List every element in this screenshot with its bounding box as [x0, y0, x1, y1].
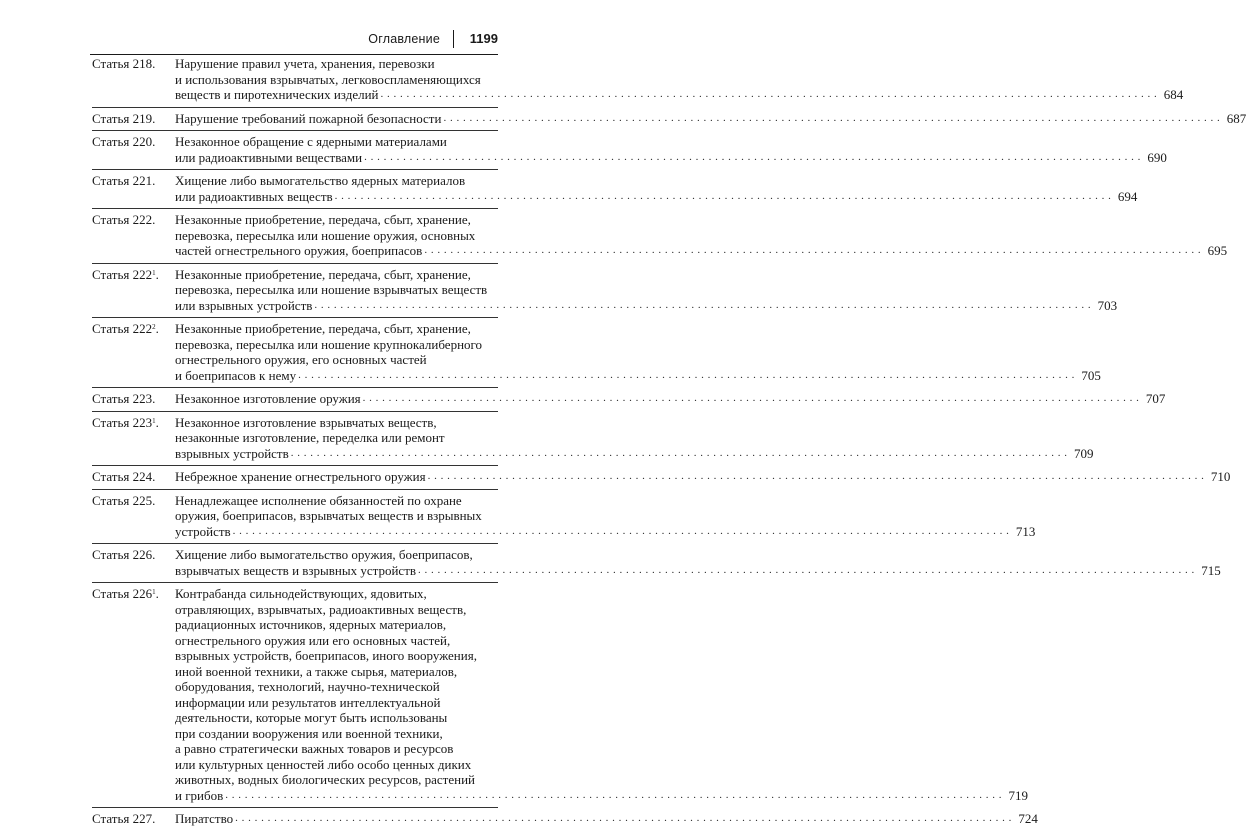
page-ref: 709 — [1074, 445, 1094, 461]
title-last-line — [175, 87, 1184, 103]
title-last-line — [175, 811, 1038, 827]
page-ref: 690 — [1147, 149, 1167, 165]
page-ref: 695 — [1207, 243, 1228, 258]
title-line: Контрабанда сильнодействующих, ядовитых, — [175, 586, 427, 601]
title-line: иной военной техники, а также сырья, материалов, — [175, 663, 458, 679]
dot-leader: . . . . . . . . . . . . . . . . . . . . . . . . . . . . . . . . . . . . . . . . . . . . . . . . . . . . . . . . . . . . . . . . . . . . . . . . . . . . . . . . . . . . . . . . . . . . . . . . . . . . . . . . . . . . . . . . . . . . . . . . — [380, 88, 1158, 100]
toc-entry — [92, 130, 1167, 169]
title-line: взрывных устройств, боеприпасов, иного вооружения, — [175, 648, 477, 663]
title-line: Незаконное обращение с ядерными материалами — [175, 134, 447, 149]
title-line: перевозка, пересылка или ношение взрывчатых веществ — [175, 282, 488, 297]
title-line: перевозка, пересылка или ношение крупнокалиберного — [175, 336, 483, 352]
toc-entry — [92, 107, 1246, 131]
dot-leader: . . . . . . . . . . . . . . . . . . . . . . . . . . . . . . . . . . . . . . . . . . . . . . . . . . . . . . . . . . . . . . . . . . . . . . . . . . . . . . . . . . . . . . . . . . . . . . . . . . . . . . . . . . . . . . . . . . . . . . . . — [364, 150, 1141, 163]
toc-entry — [92, 317, 1101, 387]
entry-title — [175, 212, 1228, 259]
title-line: Нарушение требований пожарной безопасности — [175, 110, 442, 126]
entry-title — [175, 266, 1118, 314]
article-number: Статья 222 — [92, 321, 153, 336]
title-line: взрывных устройств — [175, 445, 289, 461]
title-line: Ненадлежащее исполнение обязанностей по охране — [175, 492, 462, 508]
article-number: Статья 221. — [92, 173, 156, 188]
dot-leader: . . . . . . . . . . . . . . . . . . . . . . . . . . . . . . . . . . . . . . . . . . . . . . . . . . . . . . . . . . . . . . . . . . . . . . . . . . . . . . . . . . . . . . . . . . . . . . . . . . . . . . . . . . . . . . . . . . . . . . . . — [232, 524, 1010, 537]
title-line: Незаконное изготовление взрывчатых веществ, — [175, 414, 437, 430]
toc-entry — [92, 807, 1038, 831]
title-last-line — [175, 469, 1231, 485]
page-ref: 710 — [1210, 469, 1231, 484]
title-line: Хищение либо вымогательство ядерных материалов — [175, 173, 466, 188]
page-ref: 687 — [1226, 110, 1246, 126]
table-of-contents — [92, 53, 1246, 831]
title-line: Незаконные приобретение, передача, сбыт, хранение, — [175, 212, 471, 227]
dot-leader: . . . . . . . . . . . . . . . . . . . . . . . . . . . . . . . . . . . . . . . . . . . . . . . . . . . . . . . . . . . . . . . . . . . . . . . . . . . . . . . . . . . . . . . . . . . . . . . . . . . . . . . . . . . . . . . . . . . . . . . . — [443, 111, 1221, 124]
title-line: взрывчатых веществ и взрывных устройств — [175, 562, 417, 578]
dot-leader: . . . . . . . . . . . . . . . . . . . . . . . . . . . . . . . . . . . . . . . . . . . . . . . . . . . . . . . . . . . . . . . . . . . . . . . . . . . . . . . . . . . . . . . . . . . . . . . . . . . . . . . . . . . . . . . . . . . . . . . . — [314, 298, 1092, 311]
article-suffix: . — [155, 586, 159, 601]
title-line: при создании вооружения или военной техники, — [175, 725, 443, 741]
page-ref: 707 — [1145, 391, 1166, 406]
title-last-line — [175, 562, 1221, 579]
title-line: огнестрельного оружия, его основных частей — [175, 352, 427, 367]
article-label — [92, 586, 159, 602]
title-line: и грибов — [175, 787, 224, 803]
page-ref: 715 — [1201, 562, 1221, 578]
article-label — [92, 811, 155, 827]
title-line: оборудования, технологий, научно-технической — [175, 679, 440, 694]
entry-title — [175, 414, 1094, 462]
title-line: а равно стратегически важных товаров и ресурсов — [175, 741, 454, 756]
toc-entry — [92, 543, 1221, 582]
title-line: и использования взрывчатых, легковоспламеняющихся — [175, 71, 481, 87]
article-label — [92, 56, 155, 72]
header-separator — [453, 30, 454, 48]
running-header — [90, 30, 498, 52]
page-ref: 694 — [1117, 188, 1138, 204]
article-label — [92, 469, 155, 485]
entry-title — [175, 56, 1184, 103]
toc-entry — [92, 53, 1184, 107]
dot-leader: . . . . . . . . . . . . . . . . . . . . . . . . . . . . . . . . . . . . . . . . . . . . . . . . . . . . . . . . . . . . . . . . . . . . . . . . . . . . . . . . . . . . . . . . . . . . . . . . . . . . . . . . . . . . . . . . . . . . . . . . — [298, 368, 1075, 381]
title-line: деятельности, которые могут быть использованы — [175, 710, 448, 725]
article-label — [92, 493, 155, 509]
title-line: перевозка, пересылка или ношение оружия, основных — [175, 227, 476, 243]
title-line: незаконные изготовление, переделка или ремонт — [175, 430, 445, 445]
article-number: Статья 219. — [92, 110, 156, 126]
title-last-line — [175, 297, 1118, 314]
title-line: Пиратство — [175, 811, 234, 826]
title-line: радиационных источников, ядерных материалов, — [175, 617, 447, 632]
entry-title — [175, 173, 1138, 204]
title-line: Нарушение правил учета, хранения, перевозки — [175, 56, 435, 71]
article-superscript: 2 — [152, 323, 156, 331]
article-label — [92, 321, 159, 337]
article-number: Статья 223. — [92, 391, 156, 406]
title-line: или взрывных устройств — [175, 297, 313, 313]
title-last-line — [175, 243, 1228, 259]
article-suffix: . — [155, 321, 159, 336]
title-line: Хищение либо вымогательство оружия, боеприпасов, — [175, 547, 473, 562]
article-superscript: 1 — [152, 268, 156, 277]
entry-title — [175, 586, 1028, 803]
article-number: Статья 222 — [92, 266, 153, 282]
toc-entry — [92, 263, 1118, 318]
title-line: огнестрельного оружия или его основных частей, — [175, 632, 451, 648]
article-label — [92, 547, 155, 563]
title-last-line — [175, 188, 1138, 205]
title-line: оружия, боеприпасов, взрывчатых веществ и взрывных — [175, 508, 482, 523]
title-last-line — [175, 367, 1101, 384]
article-label — [92, 391, 155, 407]
dot-leader: . . . . . . . . . . . . . . . . . . . . . . . . . . . . . . . . . . . . . . . . . . . . . . . . . . . . . . . . . . . . . . . . . . . . . . . . . . . . . . . . . . . . . . . . . . . . . . . . . . . . . . . . . . . . . . . . . . . . . . . . — [290, 446, 1068, 459]
title-line: и боеприпасов к нему — [175, 367, 297, 383]
article-superscript: 1 — [152, 416, 156, 425]
title-line: устройств — [175, 523, 231, 539]
title-line: или радиоактивными веществами — [175, 149, 363, 165]
entry-title — [175, 391, 1166, 407]
toc-entry — [92, 489, 1036, 544]
title-line: отравляющих, взрывчатых, радиоактивных веществ, — [175, 601, 467, 617]
title-line: информации или результатов интеллектуальной — [175, 694, 441, 710]
article-number: Статья 223 — [92, 414, 153, 430]
article-label — [92, 415, 159, 431]
page-ref: 724 — [1018, 811, 1038, 826]
title-line: Незаконные приобретение, передача, сбыт, хранение, — [175, 321, 471, 336]
page-ref: 719 — [1008, 787, 1028, 803]
title-last-line — [175, 110, 1246, 127]
article-number: Статья 226. — [92, 547, 156, 562]
toc-entry — [92, 387, 1166, 411]
title-line: или радиоактивных веществ — [175, 188, 333, 204]
dot-leader: . . . . . . . . . . . . . . . . . . . . . . . . . . . . . . . . . . . . . . . . . . . . . . . . . . . . . . . . . . . . . . . . . . . . . . . . . . . . . . . . . . . . . . . . . . . . . . . . . . . . . . . . . . . . . . . . . . . . . . . . — [418, 563, 1195, 576]
title-last-line — [175, 523, 1036, 540]
toc-entry — [92, 465, 1231, 489]
title-last-line — [175, 149, 1167, 166]
entry-title — [175, 110, 1246, 127]
entry-title — [175, 547, 1221, 578]
article-suffix: . — [155, 414, 159, 430]
article-number: Статья 224. — [92, 469, 156, 484]
article-superscript: 1 — [152, 588, 156, 596]
title-last-line — [175, 787, 1028, 804]
title-line: Небрежное хранение огнестрельного оружия — [175, 469, 426, 484]
page-ref: 703 — [1097, 297, 1118, 313]
article-label — [92, 173, 155, 189]
article-label — [92, 134, 155, 150]
page-ref: 713 — [1015, 523, 1036, 539]
article-label — [92, 111, 155, 127]
dot-leader: . . . . . . . . . . . . . . . . . . . . . . . . . . . . . . . . . . . . . . . . . . . . . . . . . . . . . . . . . . . . . . . . . . . . . . . . . . . . . . . . . . . . . . . . . . . . . . . . . . . . . . . . . . . . . . . . . . . . . . . . — [424, 244, 1202, 256]
dot-leader: . . . . . . . . . . . . . . . . . . . . . . . . . . . . . . . . . . . . . . . . . . . . . . . . . . . . . . . . . . . . . . . . . . . . . . . . . . . . . . . . . . . . . . . . . . . . . . . . . . . . . . . . . . . . . . . . . . . . . . . . — [362, 392, 1140, 404]
page-ref: 705 — [1081, 367, 1101, 383]
title-line: Незаконное изготовление оружия — [175, 391, 361, 406]
article-number: Статья 226 — [92, 586, 153, 601]
page-ref: 684 — [1163, 87, 1184, 102]
article-number: Статья 220. — [92, 134, 156, 149]
toc-entry — [92, 582, 1028, 807]
title-line: животных, водных биологических ресурсов, растений — [175, 772, 475, 787]
article-number: Статья 222. — [92, 212, 156, 227]
dot-leader: . . . . . . . . . . . . . . . . . . . . . . . . . . . . . . . . . . . . . . . . . . . . . . . . . . . . . . . . . . . . . . . . . . . . . . . . . . . . . . . . . . . . . . . . . . . . . . . . . . . . . . . . . . . . . . . . . . . . . . . . — [427, 470, 1205, 482]
entry-title — [175, 321, 1101, 383]
title-line: частей огнестрельного оружия, боеприпасов — [175, 243, 423, 258]
article-label — [92, 212, 155, 228]
entry-title — [175, 134, 1167, 165]
entry-title — [175, 469, 1231, 485]
dot-leader: . . . . . . . . . . . . . . . . . . . . . . . . . . . . . . . . . . . . . . . . . . . . . . . . . . . . . . . . . . . . . . . . . . . . . . . . . . . . . . . . . . . . . . . . . . . . . . . . . . . . . . . . . . . . . . . . . . . . . . . . — [235, 812, 1012, 824]
article-label — [92, 267, 159, 283]
article-number: Статья 227. — [92, 811, 156, 826]
header-title: Оглавление — [368, 32, 440, 46]
dot-leader: . . . . . . . . . . . . . . . . . . . . . . . . . . . . . . . . . . . . . . . . . . . . . . . . . . . . . . . . . . . . . . . . . . . . . . . . . . . . . . . . . . . . . . . . . . . . . . . . . . . . . . . . . . . . . . . . . . . . . . . . — [225, 788, 1002, 801]
title-line: веществ и пиротехнических изделий — [175, 87, 379, 102]
header-page-number: 1199 — [469, 31, 498, 46]
toc-entry — [92, 208, 1228, 263]
title-last-line — [175, 445, 1094, 462]
title-line: или культурных ценностей либо особо ценных диких — [175, 756, 472, 772]
title-line: Незаконные приобретение, передача, сбыт, хранение, — [175, 266, 471, 282]
entry-title — [175, 492, 1036, 540]
toc-entry — [92, 169, 1138, 208]
toc-entry — [92, 411, 1094, 466]
title-last-line — [175, 391, 1166, 407]
article-number: Статья 218. — [92, 56, 156, 71]
dot-leader: . . . . . . . . . . . . . . . . . . . . . . . . . . . . . . . . . . . . . . . . . . . . . . . . . . . . . . . . . . . . . . . . . . . . . . . . . . . . . . . . . . . . . . . . . . . . . . . . . . . . . . . . . . . . . . . . . . . . . . . . — [334, 189, 1112, 202]
entry-title — [175, 811, 1038, 827]
article-suffix: . — [155, 266, 159, 282]
article-number: Статья 225. — [92, 492, 156, 508]
